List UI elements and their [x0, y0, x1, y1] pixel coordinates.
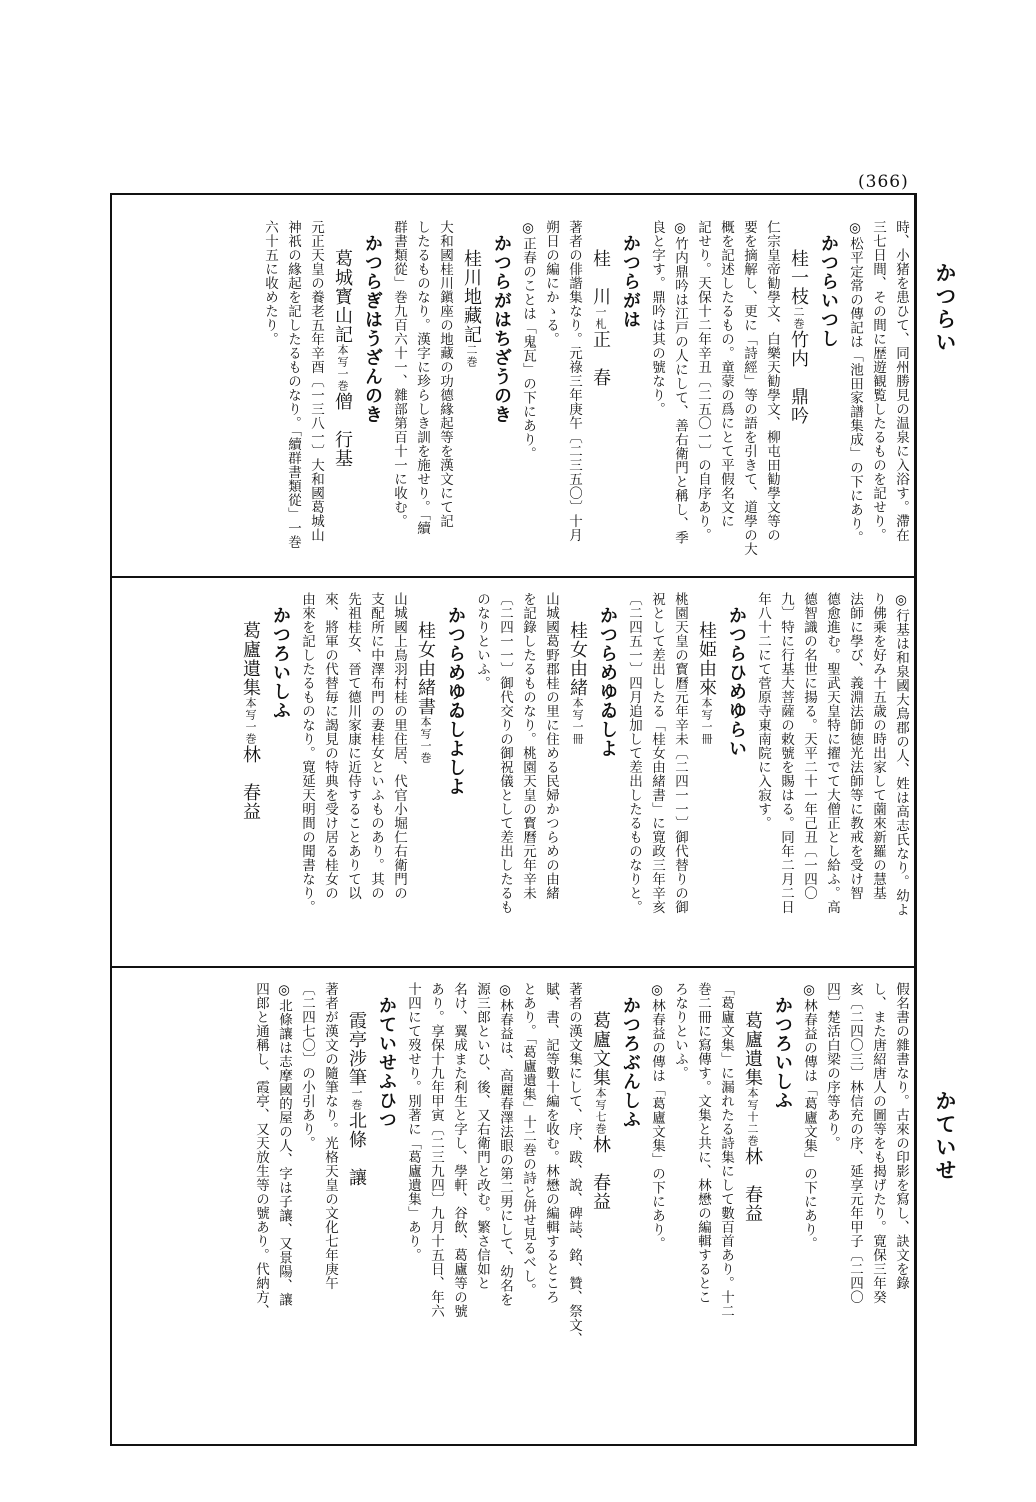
text-line: 著者が漢文の隨筆なり。光格天皇の文化七年庚午	[322, 982, 338, 1290]
entry-author: 北條 讓	[346, 1110, 367, 1187]
entry-title: 葛城寳山記	[332, 248, 353, 344]
text-line: 四郎と通稱し、霞亭、又天放生等の號あり。代納方、	[253, 982, 269, 1318]
text-line: 仁宗皇帝勧學文、白樂天勧學文、柳屯田勧學文等の	[764, 220, 780, 542]
text-line: 源三郎といひ、後、又右衛門と改む。繁さ信如と	[474, 982, 490, 1290]
entry-heading: かつらめゆゐしよしよ	[445, 606, 466, 796]
text-line: ◎竹内鼎吟は江戸の人にして、善右衛門と稱し、季	[672, 220, 688, 545]
text-line: 〔二四一一〕御代交りの御祝儀として差出したるも	[497, 592, 513, 914]
text-line: 三七日間、その間に歴遊観覧したるものを記せり。	[870, 220, 886, 542]
entry-volumes: 一巻	[350, 1086, 363, 1111]
page-number: (366)	[858, 172, 909, 192]
entry-title-line	[691, 592, 721, 958]
text-line: 〔二四七〇〕の小引あり。	[299, 982, 315, 1150]
upper-band	[122, 220, 912, 572]
text-line: 「葛廬文集」に漏れたる詩集にして數百首あり。十二	[718, 982, 734, 1318]
text-line: 支配所に中澤布門の妻桂女といふものあり。其の	[368, 592, 384, 900]
band-divider-lower	[110, 966, 916, 968]
entry-heading: かつらがはちざうのき	[491, 234, 512, 424]
text-line: 四〕楚活白梁の序等あり。	[824, 982, 840, 1150]
entry-title: 葛廬遺集	[240, 620, 261, 697]
text-line: ◎林春益の傳は「葛廬文集」の下にあり。	[801, 982, 817, 1251]
text-line: 德智識の名世に揚る。天平二十一年己丑〔一四〇	[801, 592, 817, 900]
text-line: 山城國葛野郡桂の里に住める民婦かつらめの由緒	[543, 592, 559, 900]
entry-title-line	[327, 220, 357, 572]
band-divider-upper	[110, 576, 916, 578]
text-line: 時、小猪を患ひて、同州勝見の温泉に入浴す。滯在	[893, 220, 909, 542]
text-line: のなりといふ。	[474, 592, 490, 690]
text-line: 六十五に收めたり。	[262, 220, 278, 346]
entry-title: 葛廬文集	[590, 1010, 611, 1087]
entry-author: 林 春益	[240, 744, 261, 821]
text-line: 桃園天皇の寳曆元年辛未〔二四一一〕御代替りの御	[672, 592, 688, 914]
text-line: とあり。「葛廬遺集」十二巻の詩と併せ見るべし。	[520, 982, 536, 1298]
entry-volumes: 二巻	[792, 305, 805, 330]
entry-author: 正 春	[590, 329, 611, 387]
entry-title: 桂女由緒書	[415, 620, 436, 716]
text-line: 年八十二にて菅原寺東南院に入寂す。	[755, 592, 771, 830]
running-head-top: かつらい	[933, 262, 957, 354]
text-line: 十四にて歿せり。別著に「葛廬遺集」あり。	[405, 982, 421, 1262]
text-line: 祝として差出したる「桂女由緒書」に寛政三年辛亥	[649, 592, 665, 914]
entry-title-line	[585, 220, 615, 572]
text-line: 〔二四五一〕四月追加して差出したるものなりと。	[626, 592, 642, 914]
entry-title-line	[783, 220, 813, 572]
text-line: ◎正春のことは「鬼瓦」の下にあり。	[520, 220, 536, 461]
entry-title-line	[585, 982, 615, 1434]
entry-title-line	[235, 592, 265, 958]
running-head-bottom: かていせ	[933, 1090, 957, 1182]
entry-author: 林 春益	[742, 1146, 763, 1223]
entry-volumes: 本写十二巻	[746, 1086, 759, 1147]
entry-heading: かつらひめゆらい	[726, 606, 747, 758]
middle-band	[122, 592, 912, 958]
text-line: ろなりといふ。	[672, 982, 688, 1080]
text-line: ◎行基は和泉國大鳥郡の人、姓は高志氏なり。幼よ	[893, 592, 909, 917]
entry-volumes: 本写一巻	[336, 343, 349, 392]
text-line: したるものなり。漢字に珍らしき訓を施せり。「續	[414, 220, 430, 536]
text-line: ◎松平定常の傳記は「池田家譜集成」の下にあり。	[847, 220, 863, 545]
entry-title: 霞亭涉筆	[346, 1010, 367, 1087]
text-line: 山城國上鳥羽村桂の里住居、代官小堀仁右衛門の	[391, 592, 407, 900]
text-line: 假名書の雜書なり。古來の印影を寫し、訣文を錄	[893, 982, 909, 1290]
running-head-rule	[916, 193, 917, 1446]
entry-title-line	[456, 220, 486, 572]
text-line: 神祇の緣起を記したるものなり。「續群書類從」一巻	[285, 220, 301, 550]
entry-heading: かつらぎはうざんのき	[362, 234, 383, 424]
text-line: 亥〔二四〇三〕林信充の序、延享元年甲子〔二四〇	[847, 982, 863, 1304]
entry-volumes: 本写一巻	[244, 696, 257, 745]
text-line: 名け、翼成また利生と字し、學軒、谷飲、葛廬等の號	[451, 982, 467, 1318]
text-line: 由來を記したるものなり。寛延天明間の聞書なり。	[299, 592, 315, 914]
entry-volumes: 本写一冊	[571, 696, 584, 745]
entry-title: 桂女由緒	[567, 620, 588, 697]
entry-author: 僧 行基	[332, 391, 353, 468]
entry-volumes: 一札	[594, 305, 607, 330]
text-line: 賦、書、記等數十編を收む。林懋の編輯するところ	[543, 982, 559, 1304]
entry-heading: かつらめゆゐしよ	[597, 606, 618, 758]
text-line: 著者の漢文集にして、序、跋、說、碑誌、銘、贊、祭文、	[566, 982, 582, 1346]
text-line: 法師に學び、義淵法師徳光法師等に教戒を受け智	[847, 592, 863, 900]
text-line: 良と字す。鼎吟は其の號なり。	[649, 220, 665, 416]
entry-title-line	[410, 592, 440, 958]
entry-volumes: 二巻	[465, 343, 478, 368]
text-line: 巻二冊に寫傳す。文集と共に、林懋の編輯するとこ	[695, 982, 711, 1304]
text-line: 先祖桂女、晉て德川家康に近侍することありて以	[345, 592, 361, 900]
text-line: 著者の俳諧集なり。元祿三年庚午〔二三五〇〕十月	[566, 220, 582, 542]
text-line: 要を摘解し、更に「詩經」等の語を引きて、道學の大	[741, 220, 757, 556]
entry-heading: かつらがは	[620, 234, 641, 329]
entry-title: 桂一枝	[788, 248, 809, 306]
entry-title: 桂 川	[590, 248, 611, 306]
entry-title: 桂姫由來	[696, 620, 717, 697]
entry-heading: かつろいしふ	[772, 996, 793, 1110]
text-line: ◎北條讓は志摩國的屋の人、字は子讓、又景陽、讓	[276, 982, 292, 1307]
entry-heading: かつろぶんしふ	[620, 996, 641, 1129]
entry-title: 葛廬遺集	[742, 1010, 763, 1087]
entry-volumes: 本写一冊	[700, 696, 713, 745]
entry-volumes: 本写一巻	[419, 715, 432, 764]
text-line: 群書類從」巻九百六十一、雜部第百十一に收む。	[391, 220, 407, 528]
text-line: を記錄したるものなり。桃園天皇の寳曆元年辛未	[520, 592, 536, 900]
entry-heading: かていせふひつ	[376, 996, 397, 1129]
entry-heading: かつらいつし	[818, 234, 839, 348]
entry-author: 林 春益	[590, 1134, 611, 1211]
entry-volumes: 本写七巻	[594, 1086, 607, 1135]
text-line: 朔日の編にかゝる。	[543, 220, 559, 346]
text-line: し、また唐紹唐人の圖等をも揭げたり。寛保三年癸	[870, 982, 886, 1304]
text-line: 德愈進む。聖武天皇特に擢でて大僧正とし給ふ。高	[824, 592, 840, 914]
entry-heading: かつろいしふ	[270, 606, 291, 720]
text-line: り佛乘を好み十五歳の時出家して薗來新羅の慧基	[870, 592, 886, 900]
text-line: 概を記述したるもの。童蒙の爲にとて平假名文に	[718, 220, 734, 528]
text-line: 記せり。天保十二年辛丑〔二五〇一〕の自序あり。	[695, 220, 711, 542]
text-line: 元正天皇の養老五年辛酉〔一三八一〕大和國葛城山	[308, 220, 324, 542]
entry-title-line	[562, 592, 592, 958]
entry-author: 竹内 鼎吟	[788, 329, 809, 425]
entry-title-line	[341, 982, 371, 1434]
entry-title: 桂川地藏記	[461, 248, 482, 344]
text-line: 大和國桂川鎭座の地藏の功德緣起等を漢文にて記	[437, 220, 453, 528]
text-line: あり。享保十九年甲寅〔二三九四〕九月十五日、年六	[428, 982, 444, 1318]
text-line: 九〕特に行基大菩薩の敕號を賜はる。同年二月二日	[778, 592, 794, 914]
lower-band	[122, 982, 912, 1434]
text-line: 來、將軍の代替毎に謁見の特典を受け居る桂女の	[322, 592, 338, 900]
text-line: ◎林春益の傳は「葛廬文集」の下にあり。	[649, 982, 665, 1251]
text-line: ◎林春益は、高麗春澤法眼の第二男にして、幼名を	[497, 982, 513, 1307]
entry-title-line	[737, 982, 767, 1434]
